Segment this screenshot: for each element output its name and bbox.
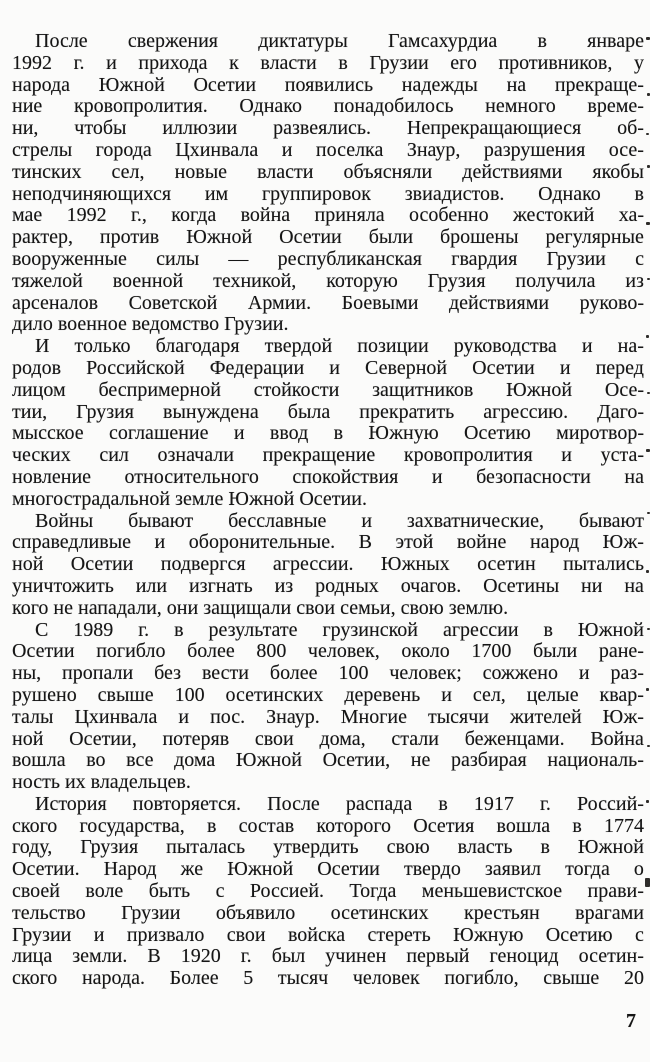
text-line: 1992 г. и прихода к власти в Грузии его противников, у <box>12 51 644 74</box>
text-line: уничтожить или изгнать из родных очагов. Осетины ни на <box>12 574 644 597</box>
scan-speck <box>646 222 650 225</box>
text-line: народа Южной Осетии появились надежды на прекраще- <box>12 73 644 96</box>
text-line: ной Осетии подвергся агрессии. Южных осетин пытались <box>12 553 644 576</box>
text-line: Грузии и призвало свои войска стереть Южную Осетию с <box>12 923 644 946</box>
text-line: тельство Грузии объявило осетинских крестьян врагами <box>12 901 644 924</box>
text-line: своей воле быть с Россией. Тогда меньшевистское прави- <box>12 880 644 903</box>
text-line: дило военное ведомство Грузии. <box>12 313 289 336</box>
text-line: С 1989 г. в результате грузинской агрессии в Южной <box>35 618 644 641</box>
text-line: ского государства, в состав которого Осетия вошла в 1774 <box>12 814 644 837</box>
text-line: рактер, против Южной Осетии были брошены регулярные <box>12 226 644 249</box>
text-line: ние кровопролития. Однако понадобилось немного време- <box>12 95 644 118</box>
text-line: лицом беспримерной стойкости защитников Южной Осе- <box>12 378 644 401</box>
scan-speck <box>645 878 650 887</box>
text-line: Осетии. Народ же Южной Осетии твердо заявил тогда о <box>12 858 644 881</box>
text-line: неподчиняющихся им группировок звиадистов. Однако в <box>12 182 644 205</box>
text-line: стрелы города Цхинвала и поселка Знаур, разрушения осе- <box>12 138 644 161</box>
scan-speck <box>646 800 649 803</box>
text-line: ны, пропали без вести более 100 человек; сожжено и раз- <box>12 662 644 685</box>
page-text <box>12 31 644 990</box>
text-line: справедливые и оборонительные. В этой войне народ Юж- <box>12 531 644 554</box>
page-number: 7 <box>626 1010 636 1032</box>
scan-speck <box>646 688 649 691</box>
text-line: году, Грузия пыталась утвердить свою власть в Южной <box>12 836 644 859</box>
text-line: лица земли. В 1920 г. был учинен первый геноцид осетин- <box>12 945 644 968</box>
text-line: тинских сел, новые власти объясняли действиями якобы <box>12 160 644 183</box>
text-line: И только благодаря твердой позиции руководства и на- <box>35 335 644 358</box>
text-line: многострадальной земле Южной Осетии. <box>12 487 367 510</box>
text-line: Осетии погибло более 800 человек, около 1700 были ране- <box>12 640 644 663</box>
scan-speck <box>646 570 649 573</box>
text-line: ность их владельцев. <box>12 771 191 794</box>
text-line: рушено свыше 100 осетинских деревень и сел, целые квар- <box>12 683 644 706</box>
text-line: ни, чтобы иллюзии развеялись. Непрекращающиеся об- <box>12 117 644 140</box>
text-line: талы Цхинвала и пос. Знаур. Многие тысячи жителей Юж- <box>12 705 644 728</box>
text-line: вооруженные силы — республиканская гвардия Грузии с <box>12 247 644 270</box>
text-line: тяжелой военной техникой, которую Грузия получила из <box>12 269 644 292</box>
scan-speck <box>646 133 649 135</box>
text-line: родов Российской Федерации и Северной Осетии и перед <box>12 356 644 379</box>
text-line: ческих сил означали прекращение кровопролития и уста- <box>12 444 644 467</box>
scan-speck <box>646 449 650 452</box>
text-line: кого не нападали, они защищали свои семьи, свою землю. <box>12 596 509 619</box>
text-line: Войны бывают бесславные и захватнические, бывают <box>35 509 644 532</box>
text-line: новление относительного спокойствия и безопасности на <box>12 465 644 488</box>
scan-speck <box>646 335 649 338</box>
text-line: мысское соглашение и ввод в Южную Осетию миротвор- <box>12 422 644 445</box>
text-line: мае 1992 г., когда война приняла особенно жестокий ха- <box>12 204 644 227</box>
text-line: После свержения диктатуры Гамсахурдиа в январе <box>35 30 644 52</box>
text-line: ной Осетии, потеряв свои дома, стали беженцами. Война <box>12 727 644 750</box>
text-line: тии, Грузия вынуждена была прекратить агрессию. Даго- <box>12 400 644 423</box>
scan-speck <box>646 37 650 40</box>
text-line: арсеналов Советской Армии. Боевыми действиями руково- <box>12 291 644 314</box>
text-line: вошла во все дома Южной Осетии, не разбирая националь- <box>12 749 644 772</box>
text-line: ского народа. Более 5 тысяч человек погибло, свыше 20 <box>12 967 644 990</box>
text-line: История повторяется. После распада в 1917 г. Россий- <box>35 792 644 815</box>
